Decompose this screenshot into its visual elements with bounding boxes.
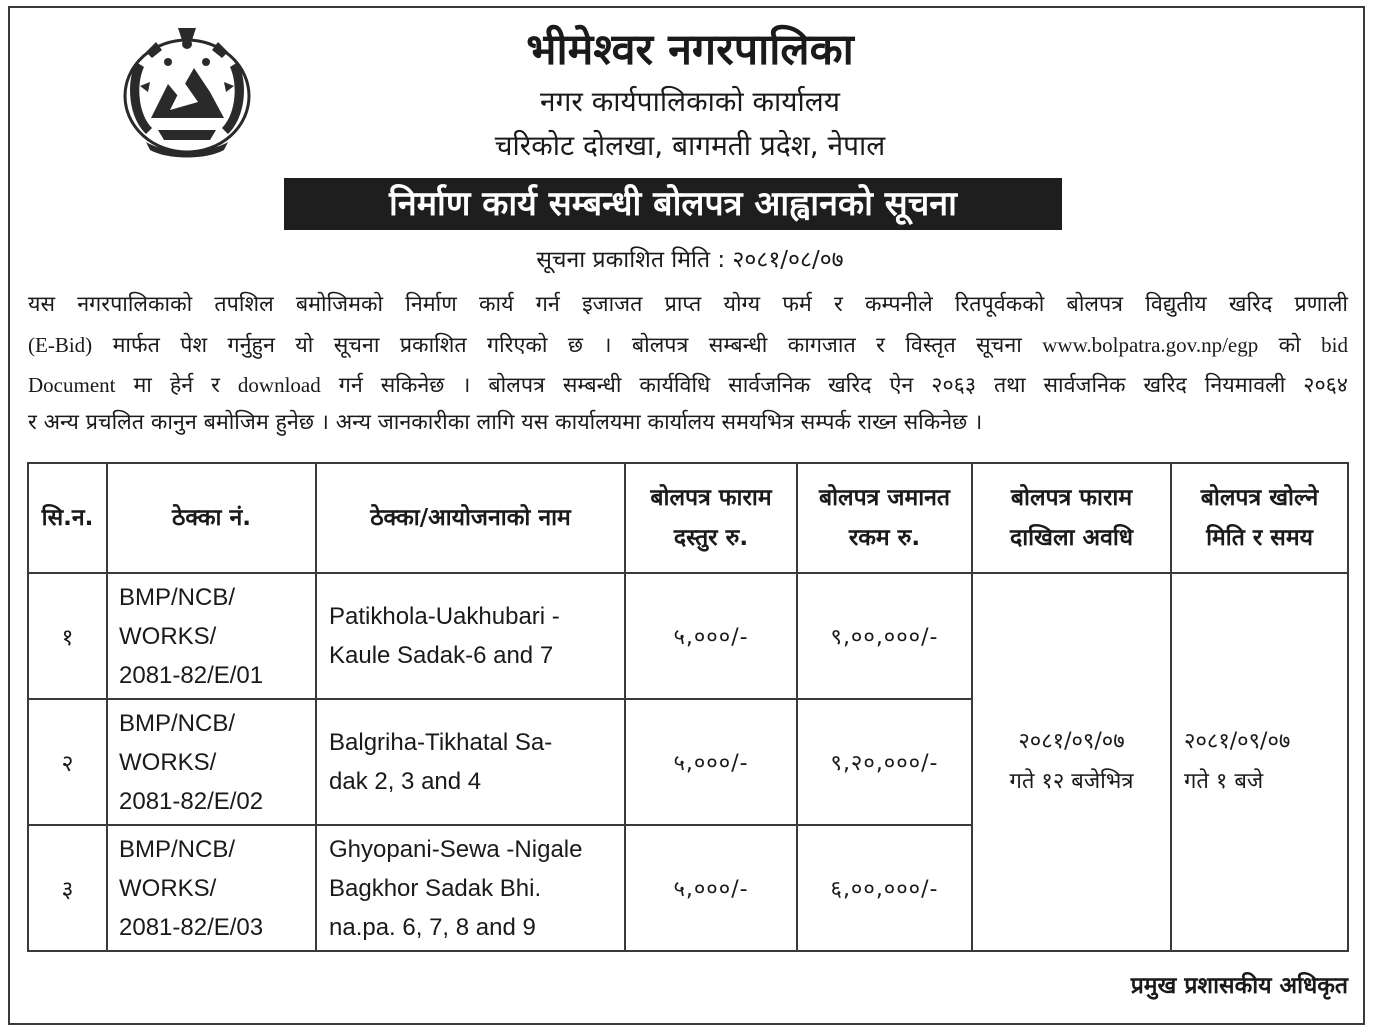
tender-table (27, 462, 1349, 952)
body-text: को (1278, 333, 1301, 358)
header-contract-no: ठेक्का नं. (107, 463, 316, 573)
header-opening-date: बोलपत्र खोल्ने मिति र समय (1171, 463, 1348, 573)
bolpatra-url-link[interactable]: www.bolpatra.gov.np/egp (1042, 333, 1259, 357)
row-sn: ३ (28, 825, 107, 951)
download-text: download (237, 373, 321, 397)
row-contract-no: BMP/NCB/ WORKS/ 2081-82/E/01 (107, 573, 316, 699)
publish-date: सूचना प्रकाशित मिति : २०८१/०८/०७ (536, 247, 844, 273)
header-submission-deadline: बोलपत्र फाराम दाखिला अवधि (972, 463, 1171, 573)
row-project-name: Balgriha-Tikhatal Sa- dak 2, 3 and 4 (316, 699, 625, 825)
row-form-fee: ५,०००/- (625, 573, 797, 699)
opening-date-cell: २०८१/०९/०७ गते १ बजे (1171, 573, 1348, 951)
table-header-row (28, 463, 1348, 573)
notice-title: निर्माण कार्य सम्बन्धी बोलपत्र आह्वानको सूचना (284, 178, 1062, 230)
body-text: गर्न सकिनेछ । बोलपत्र सम्बन्धी कार्यविधि सार्वजनिक खरिद ऐन २०६३ तथा सार्वजनिक खरिद नियमावली २०६४ (338, 373, 1348, 398)
signatory-title: प्रमुख प्रशासकीय अधिकृत (1130, 973, 1348, 999)
row-form-fee: ५,०००/- (625, 825, 797, 951)
row-bid-security: ९,००,०००/- (797, 573, 972, 699)
row-bid-security: ९,२०,०००/- (797, 699, 972, 825)
table-row (28, 573, 1348, 699)
body-line-2 (28, 332, 1348, 362)
body-text: मा हेर्न र (133, 373, 220, 398)
header-project-name: ठेक्का/आयोजनाको नाम (316, 463, 625, 573)
submission-deadline-cell: २०८१/०९/०७ गते १२ बजेभित्र (972, 573, 1171, 951)
office-name: नगर कार्यपालिकाको कार्यालय (540, 85, 840, 118)
office-address: चरिकोट दोलखा, बागमती प्रदेश, नेपाल (494, 129, 886, 162)
body-text: र अन्य प्रचलित कानुन बमोजिम हुनेछ । अन्य जानकारीका लागि यस कार्यालयमा कार्यालय समयभित्र सम्पर्क राख्न सकिनेछ । (28, 410, 983, 435)
body-line-4 (28, 410, 1348, 440)
body-line-3 (28, 372, 1348, 402)
row-project-name: Ghyopani-Sewa -Nigale Bagkhor Sadak Bhi. na.pa. 6, 7, 8 and 9 (316, 825, 625, 951)
row-project-name: Patikhola-Uakhubari - Kaule Sadak-6 and 7 (316, 573, 625, 699)
header-sn: सि.न. (28, 463, 107, 573)
header-bid-security: बोलपत्र जमानत रकम रु. (797, 463, 972, 573)
row-contract-no: BMP/NCB/ WORKS/ 2081-82/E/02 (107, 699, 316, 825)
body-line-1 (28, 292, 1348, 322)
bid-text: bid (1321, 333, 1349, 357)
org-name: भीमेश्वर नगरपालिका (526, 25, 854, 75)
body-text: मार्फत पेश गर्नुहुन यो सूचना प्रकाशित गरिएको छ । बोलपत्र सम्बन्धी कागजात र विस्तृत सूचना (112, 333, 1022, 358)
body-text: यस नगरपालिकाको तपशिल बमोजिमको निर्माण कार्य गर्न इजाजत प्राप्त योग्य फर्म र कम्पनीले रितपूर्वकको बोलपत्र विद्युतीय खरिद प्रणाली (28, 292, 1348, 317)
document-text: Document (28, 373, 116, 397)
row-bid-security: ६,००,०००/- (797, 825, 972, 951)
row-sn: १ (28, 573, 107, 699)
header-form-fee: बोलपत्र फाराम दस्तुर रु. (625, 463, 797, 573)
nepal-government-emblem-icon (106, 22, 268, 164)
ebid-text: (E-Bid) (28, 333, 93, 357)
row-sn: २ (28, 699, 107, 825)
row-form-fee: ५,०००/- (625, 699, 797, 825)
row-contract-no: BMP/NCB/ WORKS/ 2081-82/E/03 (107, 825, 316, 951)
